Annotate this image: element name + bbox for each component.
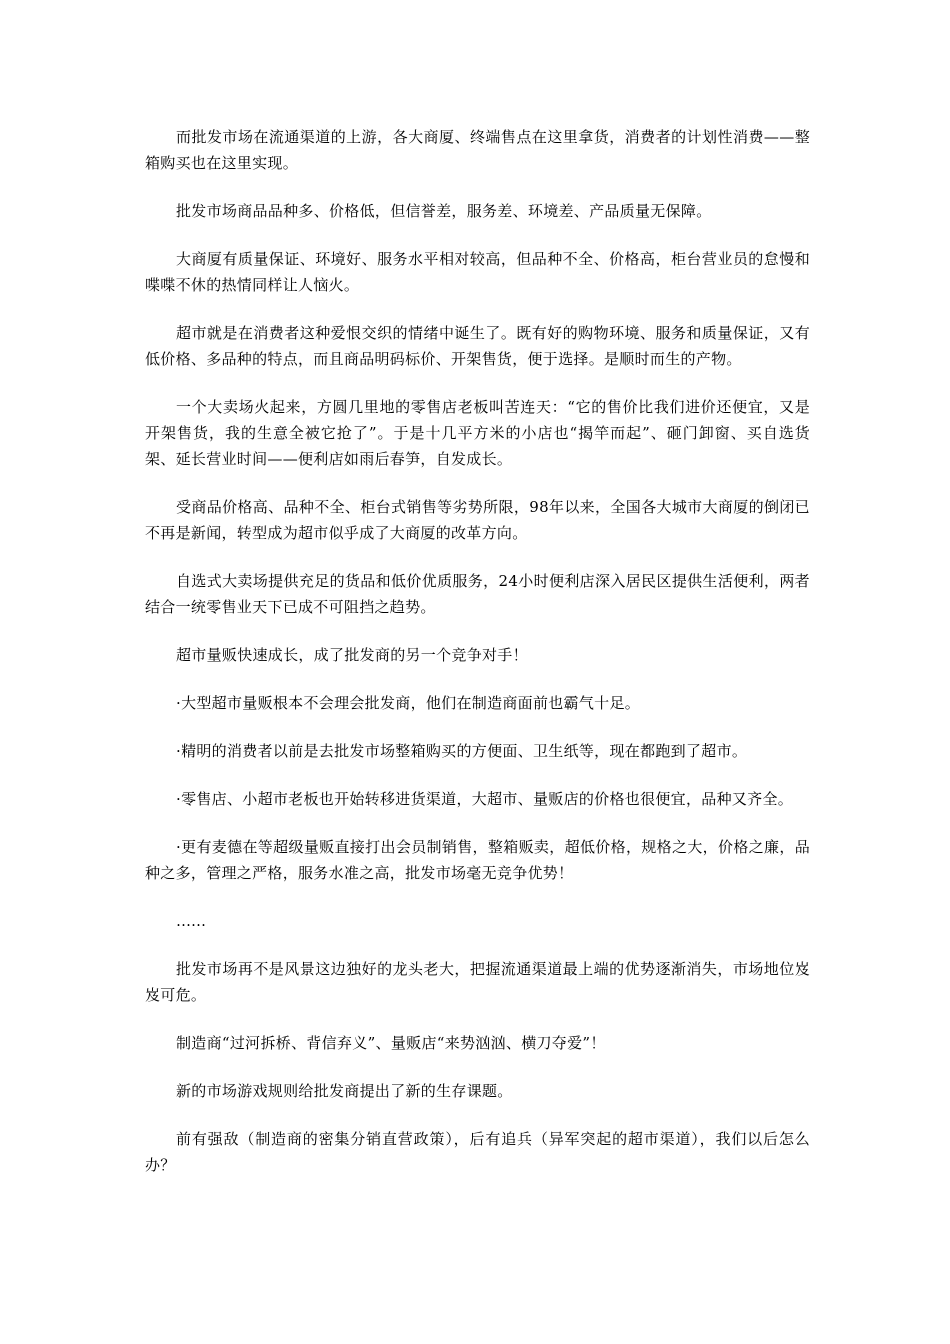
paragraph-what-next: 前有强敌（制造商的密集分销直营政策），后有追兵（异军突起的超市渠道），我们以后怎么办？ xyxy=(145,1130,810,1174)
bullet-large-supermarket: ·大型超市量贩根本不会理会批发商，他们在制造商面前也霸气十足。 xyxy=(176,694,641,712)
paragraph-manufacturer-retailer: 制造商“过河拆桥、背信弃义”、量贩店“来势汹汹、横刀夺爱”！ xyxy=(176,1034,606,1052)
paragraph-new-rules: 新的市场游戏规则给批发商提出了新的生存课题。 xyxy=(176,1082,513,1100)
ellipsis-line: …… xyxy=(176,912,206,930)
paragraph-wholesale-upstream: 而批发市场在流通渠道的上游，各大商厦、终端售点在这里拿货，消费者的计划性消费——整箱购买也在这里实现。 xyxy=(145,128,810,172)
paragraph-department-decline: 受商品价格高、品种不全、柜台式销售等劣势所限，98年以来，全国各大城市大商厦的倒闭已不再是新闻，转型成为超市似乎成了大商厦的改革方向。 xyxy=(145,498,810,542)
paragraph-department-store: 大商厦有质量保证、环境好、服务水平相对较高，但品种不全、价格高，柜台营业员的怠慢和喋喋不休的热情同样让人恼火。 xyxy=(145,250,810,294)
paragraph-wholesale-traits: 批发市场商品品种多、价格低，但信誉差，服务差、环境差、产品质量无保障。 xyxy=(176,202,712,220)
bullet-consumers: ·精明的消费者以前是去批发市场整箱购买的方便面、卫生纸等，现在都跑到了超市。 xyxy=(176,742,748,760)
paragraph-wholesale-crisis: 批发市场再不是风景这边独好的龙头老大，把握流通渠道最上端的优势逐渐消失，市场地位岌岌可危。 xyxy=(145,960,810,1004)
paragraph-supermarket-birth: 超市就是在消费者这种爱恨交织的情绪中诞生了。既有好的购物环境、服务和质量保证，又有低价格、多品种的特点，而且商品明码标价、开架售货，便于选择。是顺时而生的产物。 xyxy=(145,324,810,368)
bullet-membership-warehouse: ·更有麦德在等超级量贩直接打出会员制销售，整箱贩卖，超低价格，规格之大，价格之廉，品种之多，管理之严格，服务水准之高，批发市场毫无竞争优势！ xyxy=(145,838,810,882)
paragraph-convenience-store: 一个大卖场火起来，方圆几里地的零售店老板叫苦连天：“它的售价比我们进价还便宜，又是开架售货，我的生意全被它抢了”。于是十几平方米的小店也“揭竿而起”、砸门卸窗、买自选货架、延长营业时间——便利店如雨后春笋，自发成长。 xyxy=(145,398,810,468)
paragraph-retail-trend: 自选式大卖场提供充足的货品和低价优质服务，24小时便利店深入居民区提供生活便利，两者结合一统零售业天下已成不可阻挡之趋势。 xyxy=(145,572,810,616)
bullet-retailers: ·零售店、小超市老板也开始转移进货渠道，大超市、量贩店的价格也很便宜，品种又齐全。 xyxy=(176,790,794,808)
document-body xyxy=(145,124,810,1200)
paragraph-competitor: 超市量贩快速成长，成了批发商的另一个竞争对手！ xyxy=(176,646,528,664)
